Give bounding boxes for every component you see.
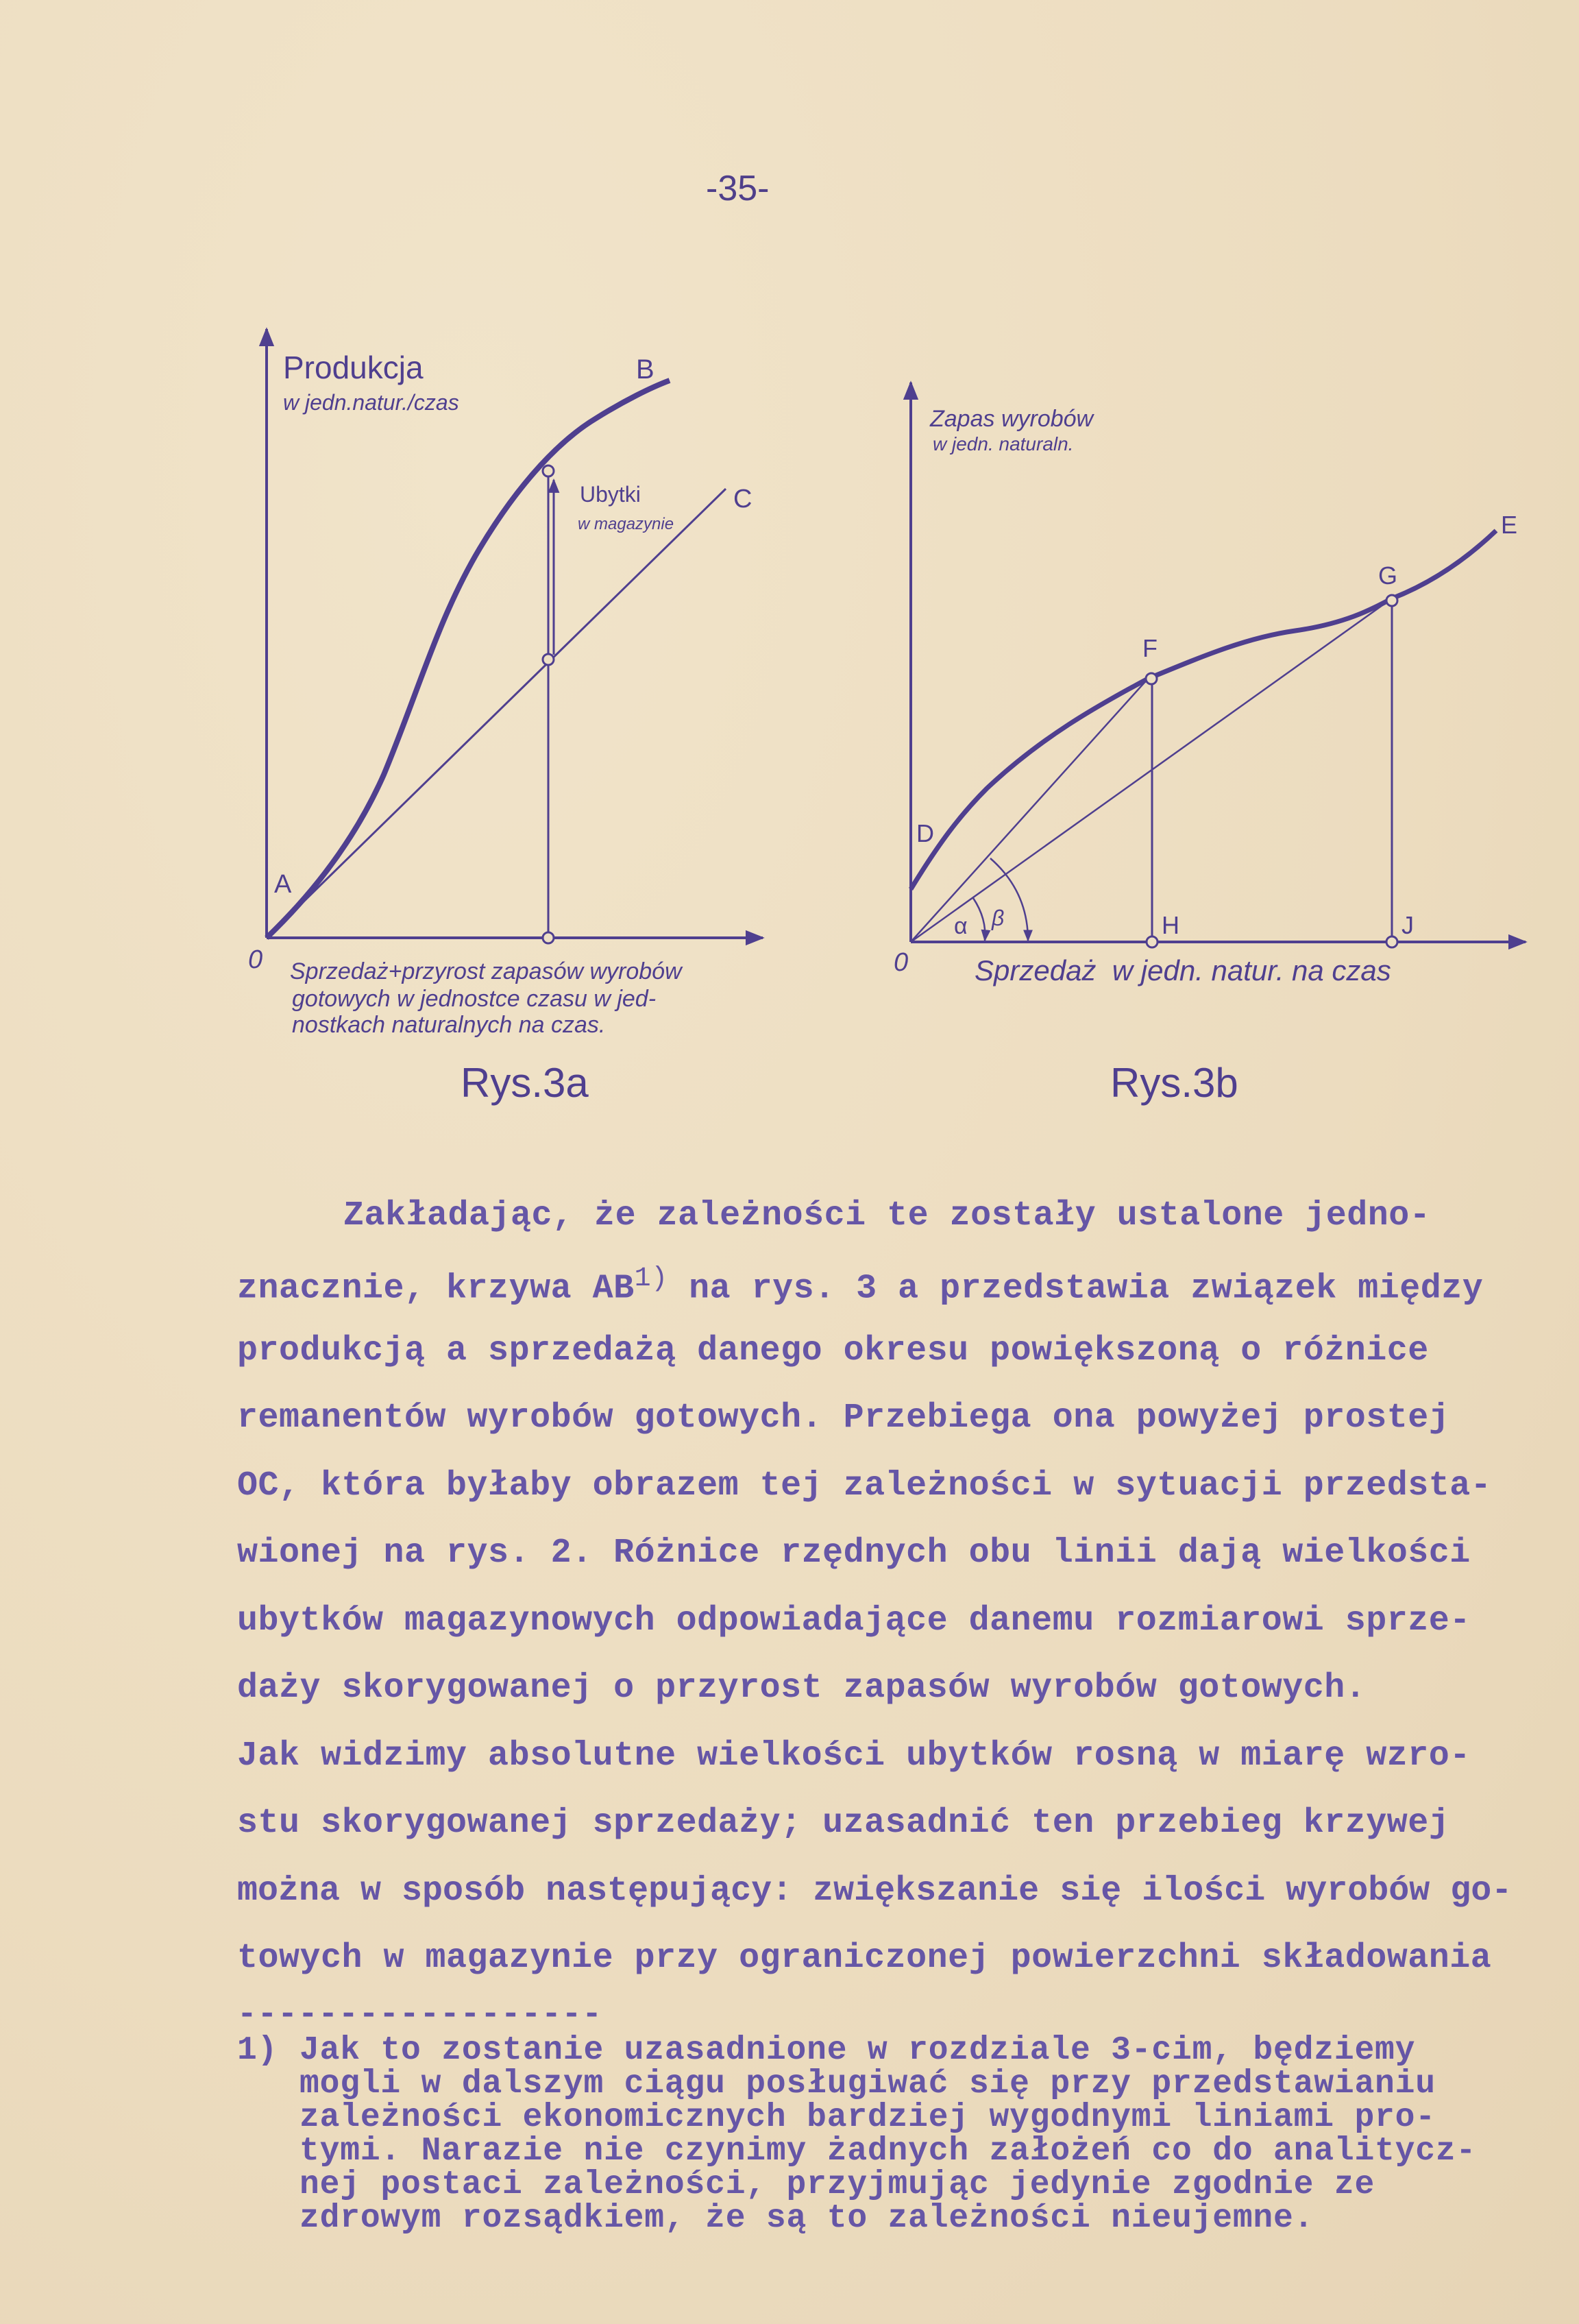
point-g [1386,595,1397,606]
fig3b-y-label: Zapas wyrobów [930,406,1094,432]
text-line: remanentów wyrobów gotowych. Przebiega ona powyżej prostej [237,1399,1450,1438]
footnote-line: zdrowym rozsądkiem, że są to zależności nieujemne. [299,2200,1314,2237]
curve-de [911,531,1496,889]
fig3a-y-label: Produkcja [283,350,424,385]
line-oa-thick [267,908,295,938]
label-g: G [1378,561,1398,590]
text-segment: znacznie, krzywa AB [237,1269,635,1309]
point-j [1386,936,1397,947]
footnote-line: mogli w dalszym ciągu posługiwać się przy przedstawianiu [299,2066,1436,2103]
footnote-line: nej postaci zależności, przyjmując jedynie zgodnie ze [299,2166,1375,2203]
footnote-marker: 1) [237,2032,278,2069]
label-c: C [733,485,752,513]
footnote-line: tymi. Narazie nie czynimy żadnych założeń co do analitycz- [299,2133,1477,2170]
footnote-reference: 1) [634,1263,668,1294]
point-h [1147,936,1158,947]
line-of [911,679,1148,942]
label-d: D [916,819,934,847]
line-oc [267,489,726,938]
point-on-oc [543,654,554,665]
figure-3a [267,329,763,943]
angle-alpha-arc [973,898,985,941]
figure-3b [911,383,1526,947]
text-line: towych w magazynie przy ograniczonej powierzchni składowania [237,1939,1492,1978]
label-alpha: α [954,913,968,939]
fig3a-x-label-1: Sprzedaż+przyrost zapasów wyrobów [290,958,682,984]
footnote-line: zależności ekonomicznych bardziej wygodnymi liniami pro- [299,2099,1436,2136]
label-f: F [1142,634,1158,662]
loss-label-1: Ubytki [580,482,641,507]
text-line: można w sposób następujący: zwiększanie się ilości wyrobów go- [237,1872,1513,1911]
label-a: A [274,870,292,899]
label-b: B [636,354,654,385]
footnote-separator: ------------------ [237,1996,602,2033]
label-j: J [1401,911,1414,939]
label-origin-3b: 0 [894,948,909,977]
caption-rys-3a: Rys.3a [461,1060,589,1106]
caption-rys-3b: Rys.3b [1110,1060,1238,1106]
fig3b-x-label: Sprzedaż w jedn. natur. na czas [975,954,1391,987]
fig3a-y-unit: w jedn.natur./czas [283,390,459,415]
fig3b-y-unit: w jedn. naturaln. [933,433,1074,455]
footnote-line: Jak to zostanie uzasadnione w rozdziale 3-cim, będziemy [299,2032,1416,2069]
label-origin-3a: 0 [248,945,263,974]
page-number: -35- [706,169,770,208]
fig3a-x-label-3: nostkach naturalnych na czas. [292,1012,606,1038]
loss-label-2: w magazynie [578,515,674,533]
text-line [237,1263,1483,1309]
text-segment: na rys. 3 a przedstawia związek między [668,1269,1484,1309]
curve-ab [267,380,670,938]
text-line: produkcją a sprzedażą danego okresu powiększoną o różnice [237,1331,1429,1370]
label-beta: β [992,906,1005,930]
point-on-ab [543,465,554,476]
fig3a-x-label-2: gotowych w jednostce czasu w jed- [292,986,657,1012]
text-line: OC, która byłaby obrazem tej zależności w sytuacji przedsta- [237,1466,1492,1505]
label-h: H [1162,911,1179,939]
point-on-x-axis [543,932,554,943]
text-line: Jak widzimy absolutne wielkości ubytków rosną w miarę wzro- [237,1736,1471,1776]
label-e: E [1501,511,1518,539]
text-line: wionej na rys. 2. Różnice rzędnych obu linii dają wielkości [237,1534,1471,1573]
point-f [1146,673,1157,684]
text-line: stu skorygowanej sprzedaży; uzasadnić ten przebieg krzywej [237,1804,1450,1843]
text-line: Zakładając, że zależności te zostały ustalone jedno- [343,1196,1431,1235]
text-line: daży skorygowanej o przyrost zapasów wyrobów gotowych. [237,1669,1367,1708]
text-line: ubytków magazynowych odpowiadające danemu rozmiarowi sprze- [237,1601,1471,1641]
